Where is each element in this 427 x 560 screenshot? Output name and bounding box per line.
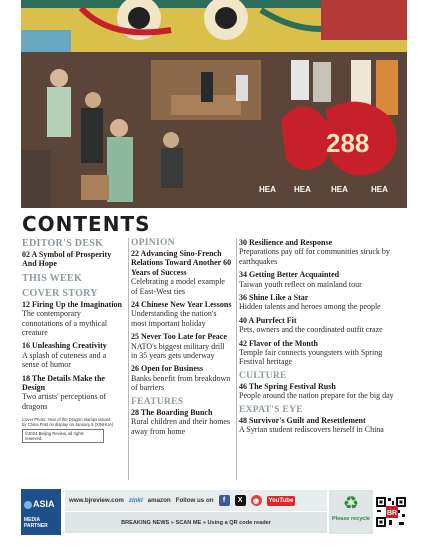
toc-column-1 [22, 238, 122, 445]
entry-title: 24 Chinese New Year Lessons [131, 300, 232, 310]
entry-description: Preparations pay off for communities struck by earthquakes [239, 247, 390, 266]
entry-title: 25 Never Too Late for Peace [131, 332, 227, 342]
facebook-icon[interactable]: f [219, 495, 230, 506]
entry-description: Hidden talents and heroes among the people [239, 302, 381, 312]
media-partner-label: MEDIA PARTNER [24, 517, 48, 529]
recycle-icon: ♻ [342, 493, 360, 513]
x-twitter-icon[interactable]: X [235, 495, 246, 506]
toc-entry[interactable] [22, 300, 122, 338]
toc-entry[interactable] [131, 300, 232, 328]
youtube-link[interactable]: YouTube [268, 497, 294, 504]
toc-column-3 [236, 238, 396, 480]
entry-title: 34 Getting Better Acquainted [239, 270, 340, 280]
toc-entry[interactable] [22, 341, 122, 369]
entry-title: 26 Open for Business [131, 364, 204, 374]
entry-title: 40 A Purrfect Fit [239, 315, 297, 325]
lantern-number: 288 [326, 128, 370, 158]
entry-description: A Syrian student rediscovers herself in China [239, 425, 384, 435]
section-heading: THIS WEEK [22, 272, 83, 284]
entry-title: 46 The Spring Festival Rush [239, 381, 336, 391]
globe-icon [24, 501, 32, 509]
section-heading: OPINION [131, 238, 175, 248]
qr-badge-label: BR [386, 510, 398, 517]
entry-title: 30 Resilience and Response [239, 238, 333, 247]
section-heading: CULTURE [239, 370, 287, 381]
entry-description: Banks benefit from breakdown of barriers [131, 373, 231, 393]
toc-entry[interactable] [239, 293, 396, 312]
zinkl-link[interactable]: zinkl [128, 497, 143, 504]
entry-title: 22 Advancing Sino-French Relations Toward Another 60 Years of Success [131, 249, 232, 277]
shop-sign: HEA [259, 185, 276, 194]
entry-title: 36 Shine Like a Star [239, 293, 309, 303]
toc-entry[interactable] [131, 332, 232, 360]
entry-title: 42 Flavor of the Month [239, 338, 318, 348]
copyright-notice: ©2024 Beijing Review, all rights reserved. [22, 429, 104, 443]
entry-description: Pets, owners and the coordinated outfit craze [239, 325, 383, 335]
shop-sign: HEA [371, 185, 388, 194]
market-scene-illustration [21, 0, 407, 208]
social-links-bar [65, 490, 327, 511]
amazon-link[interactable]: amazon [147, 497, 171, 504]
follow-us-label: Follow us on [175, 497, 214, 504]
entry-description: Celebrating a model example of East-West ties [131, 277, 225, 296]
entry-title: 16 Unleashing Creativity [22, 341, 107, 351]
page-title: CONTENTS [22, 212, 151, 236]
footer-bar [21, 489, 407, 535]
entry-title: 02 A Symbol of Prosperity And Hope [22, 250, 112, 269]
entry-title: 18 The Details Make the Design [22, 373, 105, 393]
toc-entry[interactable] [131, 408, 232, 436]
recycle-label: Please recycle [332, 516, 370, 522]
entry-description: Taiwan youth reflect on mainland tour [239, 279, 362, 289]
toc-entry[interactable] [239, 316, 396, 335]
qr-code[interactable] [375, 490, 407, 534]
entry-description: People around the nation prepare for the big day [239, 391, 394, 401]
entry-description: NATO's biggest military drill in 35 years gets underway [131, 341, 225, 361]
weibo-icon[interactable]: ◉ [251, 495, 262, 506]
breaking-news-banner: BREAKING NEWS » SCAN ME » Using a QR code reader [65, 512, 327, 533]
asia-label: ASIA [33, 499, 55, 509]
toc-entry[interactable] [239, 382, 396, 401]
toc-entry[interactable] [239, 270, 396, 289]
entry-description: The contemporary connotations of a mythical creature [22, 309, 108, 338]
entry-description: A splash of cuteness and a sense of humor [22, 350, 107, 370]
entry-title: 28 The Boarding Bunch [131, 407, 213, 417]
shop-sign: HEA [294, 185, 311, 194]
toc-entry[interactable] [239, 339, 396, 367]
toc-entry[interactable] [131, 364, 232, 392]
toc-column-2 [128, 238, 232, 480]
toc-entry[interactable] [131, 249, 232, 296]
cover-caption: Cover Photo: Year of the Dragon stamps issued by China Post on display on January 5 (XINHUA) [22, 417, 114, 428]
entry-title: 48 Survivor's Guilt and Resettlement [239, 415, 366, 425]
section-heading: EDITOR'S DESK [22, 238, 104, 249]
asia-media-partner-badge[interactable] [21, 489, 61, 535]
website-link[interactable]: www.bjreview.com [69, 497, 124, 504]
qr-code-graphic [375, 490, 407, 534]
entry-description: Two artists' perceptions of dragons [22, 392, 107, 411]
entry-description: Rural children and their homes away from home [131, 417, 231, 436]
entry-description: Understanding the nation's most important holiday [131, 309, 217, 328]
shop-sign: HEA [331, 185, 348, 194]
toc-entry[interactable] [239, 416, 396, 435]
toc-entry[interactable] [22, 250, 122, 269]
entry-description: Temple fair connects youngsters with Spring Festival heritage [239, 348, 383, 367]
section-heading: EXPAT'S EYE [239, 404, 303, 415]
toc-entry[interactable] [239, 238, 396, 266]
recycle-badge [329, 490, 373, 534]
section-heading: COVER STORY [22, 287, 98, 299]
cover-photo [21, 0, 407, 208]
entry-title: 12 Firing Up the Imagination [22, 299, 123, 309]
section-heading: FEATURES [131, 396, 184, 407]
toc-entry[interactable] [22, 374, 122, 412]
